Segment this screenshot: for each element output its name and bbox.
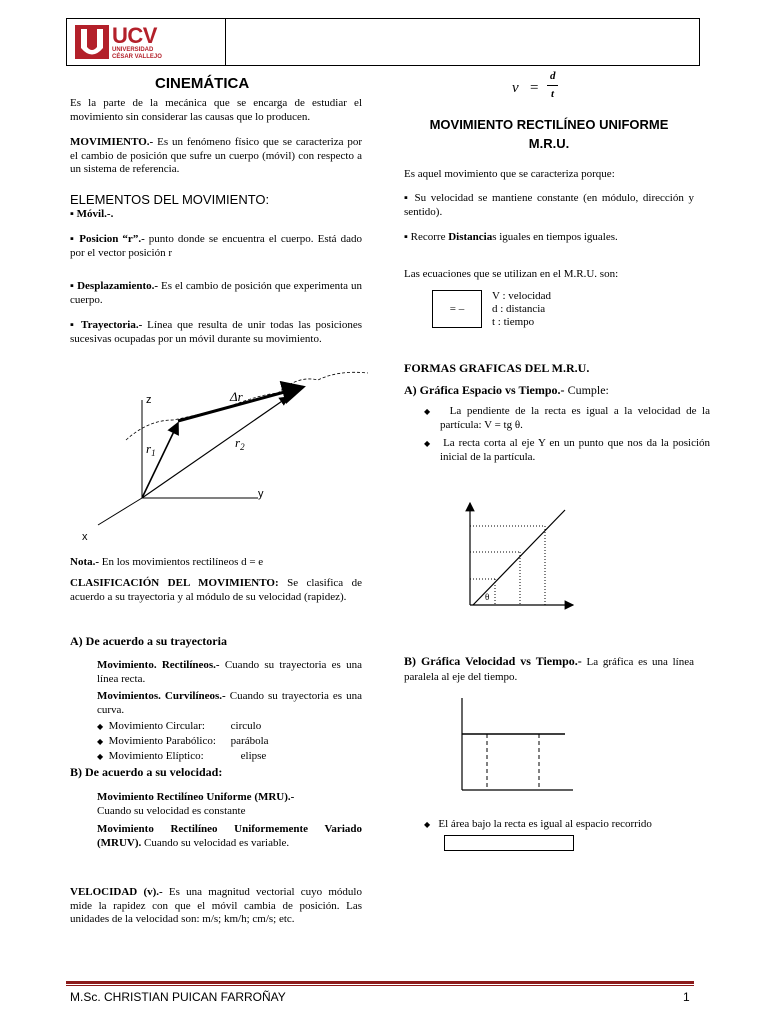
elem-trayectoria: ▪ Trayectoria.- Línea que resulta de unir todas las posiciones sucesivas ocupadas por un móvil durante su movimiento. (70, 319, 362, 345)
r1-label: $r_1$ (146, 441, 156, 458)
trajectory-curve (126, 372, 368, 440)
movimiento-paragraph: MOVIMIENTO.- Es un fenómeno físico que se caracteriza por el cambio de posición que sufre un cuerpo (móvil) con respecto a un sistema de referencia. (70, 136, 362, 175)
formas-title: FORMAS GRAFICAS DEL M.R.U. (404, 361, 590, 375)
mru-bullet-2: ▪ Recorre Distancias iguales en tiempos iguales. (404, 231, 618, 243)
ecuaciones-text: Las ecuaciones que se utilizan en el M.R.U. son: (404, 268, 619, 280)
graph-velocidad-tiempo (455, 696, 580, 796)
r2-label: $r_2$ (235, 435, 245, 452)
elem-movil: ▪ Móvil.-. (70, 208, 114, 220)
graph-a-bullet-2: ◆ La recta corta al eje Y en un punto que nos da la posición inicial de la partícula. (424, 437, 711, 463)
page-title: CINEMÁTICA (155, 75, 250, 92)
mruv-item: Movimiento Rectilíneo Uniformemente Variado (MRUV). Cuando su velocidad es variable. (97, 823, 362, 849)
curv-list (97, 719, 269, 764)
z-label: z (146, 394, 152, 406)
mru-bullet-1: ▪ Su velocidad se mantiene constante (en módulo, dirección y sentido). (404, 192, 694, 218)
page-header (66, 18, 700, 66)
vector-diagram (78, 365, 378, 545)
a-title: A) De acuerdo a su trayectoria (70, 634, 227, 648)
list-item: ◆ Movimiento Circular: circulo (97, 720, 262, 732)
list-item: ◆ Movimiento Parabólico: parábola (97, 735, 269, 747)
theta-label: θ (485, 592, 490, 602)
page-number: 1 (683, 990, 690, 1004)
r1-vector (142, 423, 178, 498)
equation-legend: V : velocidad d : distancia t : tiempo (492, 290, 552, 328)
graph-a-bullet-1: ◆ La pendiente de la recta es igual a la velocidad de la partícula: V = tg θ. (424, 405, 711, 431)
graph-b-title: B) Gráfica Velocidad vs Tiempo.- La gráfica es una línea paralela al eje del tiempo. (404, 654, 694, 683)
mru-intro: Es aquel movimiento que se caracteriza porque: (404, 168, 615, 180)
logo-sub: UNIVERSIDAD CÉSAR VALLEJO (112, 47, 162, 60)
x-axis (98, 498, 142, 525)
area-bullet: ◆ El área bajo la recta es igual al espacio recorrido (424, 818, 652, 830)
elem-posicion: ▪ Posicion “r”.- punto donde se encuentra el cuerpo. Está dado por el vector posición r (70, 233, 362, 259)
logo-cell (67, 19, 226, 65)
mru-title: MOVIMIENTO RECTILÍNEO UNIFORME M.R.U. (429, 117, 669, 151)
mru-item: Movimiento Rectilíneo Uniforme (MRU).- Cuando su velocidad es constante (97, 791, 295, 817)
logo-name: UCV (112, 23, 157, 48)
area-formula-box (444, 835, 574, 851)
list-item: ◆ Movimiento Elíptico: elipse (97, 750, 267, 762)
velocidad-paragraph: VELOCIDAD (v).- Es una magnitud vectorial cuyo módulo mide la rapidez con que el móvil cambia de posición. Las unidades de la velocidad son: m/s; km/h; cm/s; etc. (70, 886, 362, 925)
y-label: y (258, 488, 264, 500)
intro-text: Es la parte de la mecánica que se encarga de estudiar el movimiento sin considerar las causas que lo producen. (70, 97, 362, 123)
elem-desplazamiento: ▪ Desplazamiento.- Es el cambio de posición que experimenta un cuerpo. (70, 280, 363, 306)
ucv-logo-icon (75, 25, 109, 59)
graph-a-title: A) Gráfica Espacio vs Tiempo.- Cumple: (404, 383, 609, 397)
footer-rule (66, 981, 694, 984)
b-title: B) De acuerdo a su velocidad: (70, 765, 223, 779)
equation-box: = – (432, 290, 482, 328)
x-label: x (82, 531, 88, 543)
footer-author: M.Sc. CHRISTIAN PUICAN FARROÑAY (70, 990, 286, 1004)
graph-espacio-tiempo (455, 498, 580, 613)
delta-r-label: Δr (230, 389, 243, 404)
rectilineos: Movimiento. Rectilíneos.- Cuando su trayectoria es una línea recta. (97, 659, 362, 685)
elementos-title: ELEMENTOS DEL MOVIMIENTO: (70, 192, 270, 207)
curvilineos: Movimientos. Curvilíneos.- Cuando su trayectoria es una curva. (97, 690, 362, 716)
position-line (473, 510, 565, 605)
clasificacion-paragraph: CLASIFICACIÓN DEL MOVIMIENTO: Se clasifica de acuerdo a su trayectoria y al módulo de su velocidad (rapidez). (70, 577, 362, 603)
nota: Nota.- En los movimientos rectilíneos d = e (70, 556, 264, 568)
